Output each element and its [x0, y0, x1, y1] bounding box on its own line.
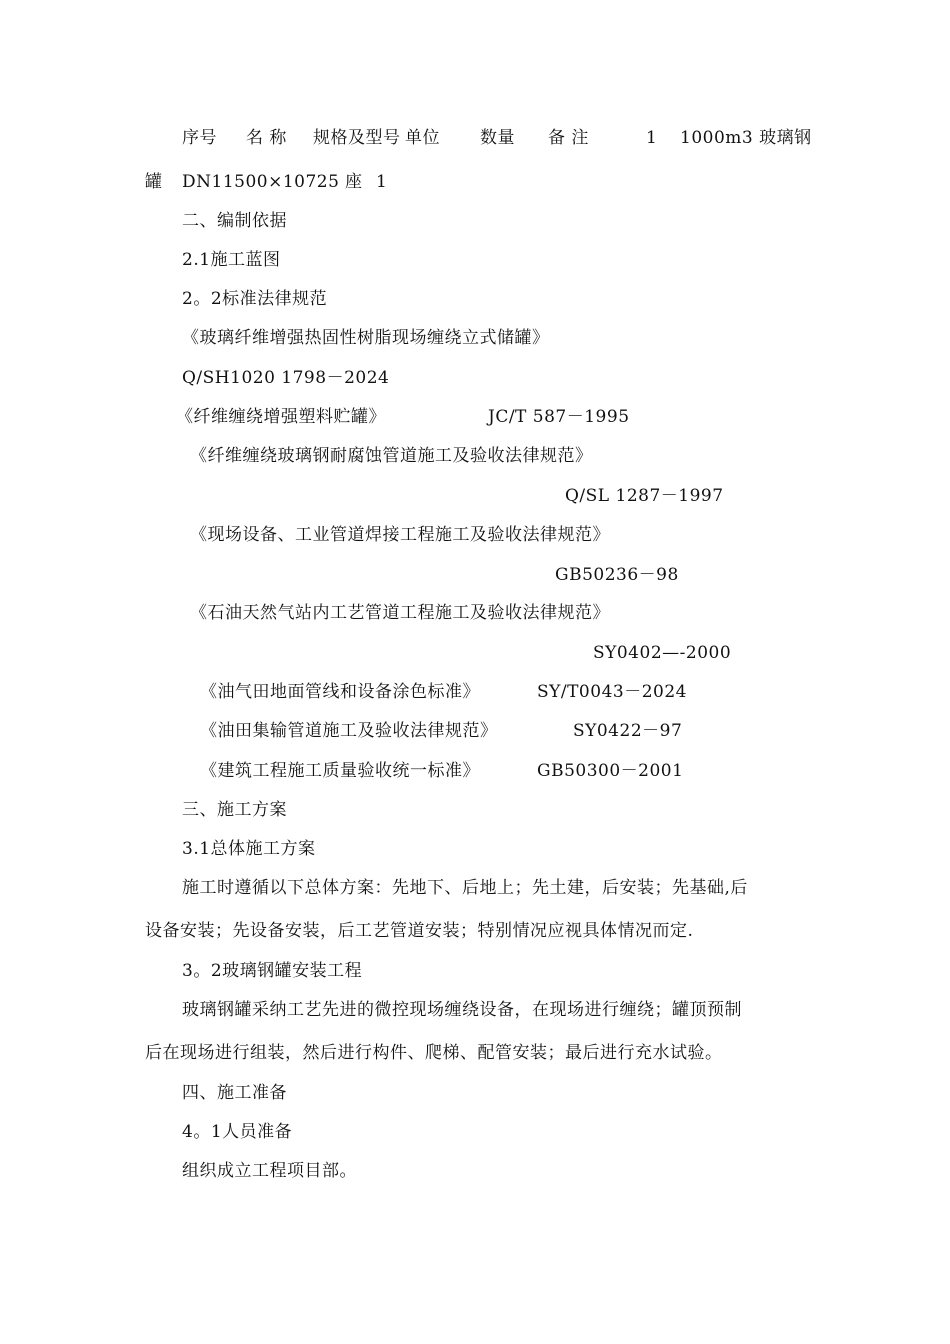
subsection-heading: 4。1人员准备 [182, 1122, 293, 1142]
table-row-no: 1 [646, 128, 658, 148]
table-row-name: 1000m3 玻璃钢 [680, 128, 812, 148]
subsection-heading: 3.1总体施工方案 [182, 839, 316, 859]
subsection-heading: 3。2玻璃钢罐安装工程 [182, 961, 363, 981]
standard-code: GB50300－2001 [537, 761, 684, 781]
table-header-no: 序号 [182, 128, 217, 148]
standard-title: 《玻璃纤维增强热固性树脂现场缠绕立式储罐》 [182, 328, 550, 348]
table-row-name-cont: 罐 [145, 172, 163, 192]
standard-code: Q/SL 1287－1997 [565, 486, 724, 506]
standard-title: 《纤维缠绕玻璃钢耐腐蚀管道施工及验收法律规范》 [190, 446, 593, 466]
section-heading: 三、施工方案 [182, 800, 287, 820]
standard-title: 《石油天然气站内工艺管道工程施工及验收法律规范》 [190, 603, 610, 623]
section-heading: 二、编制依据 [182, 211, 287, 231]
paragraph-line: 后在现场进行组装，然后进行构件、爬梯、配管安装；最后进行充水试验。 [145, 1043, 723, 1063]
standard-title: 《油田集输管道施工及验收法律规范》 [200, 721, 498, 741]
table-header-remark: 备 注 [548, 128, 589, 148]
table-header-spec: 规格及型号 [313, 128, 401, 148]
standard-title: 《纤维缠绕增强塑料贮罐》 [176, 407, 386, 427]
table-header-qty: 数量 [480, 128, 515, 148]
standard-title: 《现场设备、工业管道焊接工程施工及验收法律规范》 [190, 525, 610, 545]
section-heading: 四、施工准备 [182, 1083, 287, 1103]
paragraph-line: 玻璃钢罐采纳工艺先进的微控现场缠绕设备，在现场进行缠绕；罐顶预制 [182, 1000, 742, 1020]
standard-code: SY/T0043－2024 [537, 682, 687, 702]
paragraph-line: 施工时遵循以下总体方案：先地下、后地上；先土建，后安装；先基础,后 [182, 878, 748, 898]
paragraph-line: 组织成立工程项目部。 [182, 1161, 357, 1181]
subsection-heading: 2.1施工蓝图 [182, 250, 281, 270]
standard-title: 《油气田地面管线和设备涂色标准》 [200, 682, 480, 702]
standard-code: SY0422－97 [573, 721, 683, 741]
subsection-heading: 2。2标准法律规范 [182, 289, 328, 309]
table-header-unit: 单位 [405, 128, 440, 148]
standard-code: SY0402—-2000 [593, 643, 732, 663]
standard-title: 《建筑工程施工质量验收统一标准》 [200, 761, 480, 781]
table-row-unit: 座 [345, 172, 363, 192]
table-header-name: 名 称 [246, 128, 287, 148]
table-row-qty: 1 [376, 172, 388, 192]
table-row-spec: DN11500×10725 [182, 172, 340, 192]
standard-code: JC/T 587－1995 [488, 407, 630, 427]
standard-code: GB50236－98 [555, 565, 679, 585]
standard-code: Q/SH1020 1798－2024 [182, 368, 390, 388]
paragraph-line: 设备安装；先设备安装，后工艺管道安装；特别情况应视具体情况而定. [145, 921, 694, 941]
